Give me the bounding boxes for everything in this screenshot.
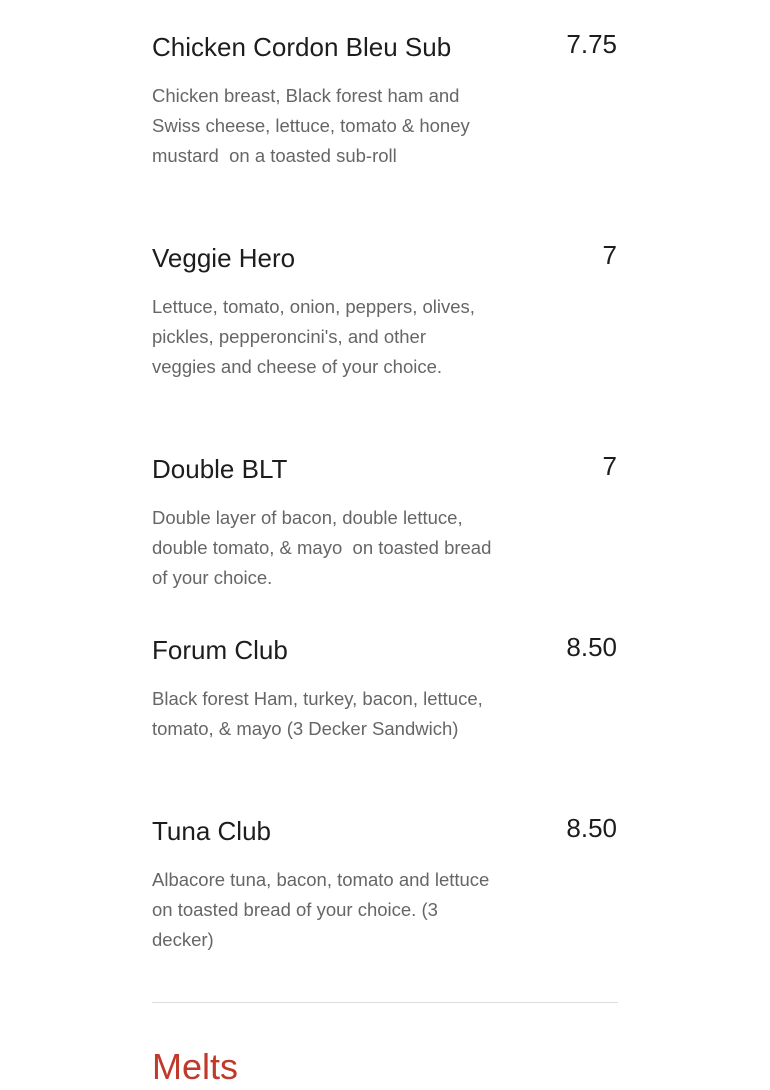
menu-item-price: 7 bbox=[602, 451, 617, 481]
menu-item-name: Tuna Club bbox=[152, 816, 271, 846]
menu-item-name: Double BLT bbox=[152, 454, 288, 484]
menu-item-price: 7 bbox=[602, 240, 617, 270]
menu-item-description: Albacore tuna, bacon, tomato and lettuce on toasted bread of your choice. (3 decker) bbox=[152, 869, 495, 950]
section-divider bbox=[152, 1002, 618, 1003]
menu-item-description: Black forest Ham, turkey, bacon, lettuce, tomato, & mayo (3 Decker Sandwich) bbox=[152, 688, 488, 739]
menu-item-price: 7.75 bbox=[566, 29, 617, 59]
section-title-melts: Melts bbox=[152, 1046, 239, 1087]
menu-item-header bbox=[152, 452, 618, 488]
menu-item bbox=[152, 633, 618, 744]
menu-item-price: 8.50 bbox=[566, 632, 617, 662]
menu-item-name: Chicken Cordon Bleu Sub bbox=[152, 32, 452, 62]
menu-item bbox=[152, 30, 618, 171]
menu-item bbox=[152, 241, 618, 382]
menu-item-header bbox=[152, 814, 618, 850]
menu-item bbox=[152, 452, 618, 593]
menu-item bbox=[152, 814, 618, 955]
menu-item-description: Lettuce, tomato, onion, peppers, olives, pickles, pepperoncini's, and other veggies and cheese of your choice. bbox=[152, 296, 481, 377]
menu-item-header bbox=[152, 241, 618, 277]
menu-item-name: Forum Club bbox=[152, 635, 288, 665]
menu-item-description: Chicken breast, Black forest ham and Swiss cheese, lettuce, tomato & honey mustard on a toasted sub-roll bbox=[152, 85, 475, 166]
menu-item-header bbox=[152, 30, 618, 66]
menu-item-name: Veggie Hero bbox=[152, 243, 296, 273]
menu-item-description: Double layer of bacon, double lettuce, double tomato, & mayo on toasted bread of your choice. bbox=[152, 507, 497, 588]
menu-item-header bbox=[152, 633, 618, 669]
menu-item-price: 8.50 bbox=[566, 813, 617, 843]
